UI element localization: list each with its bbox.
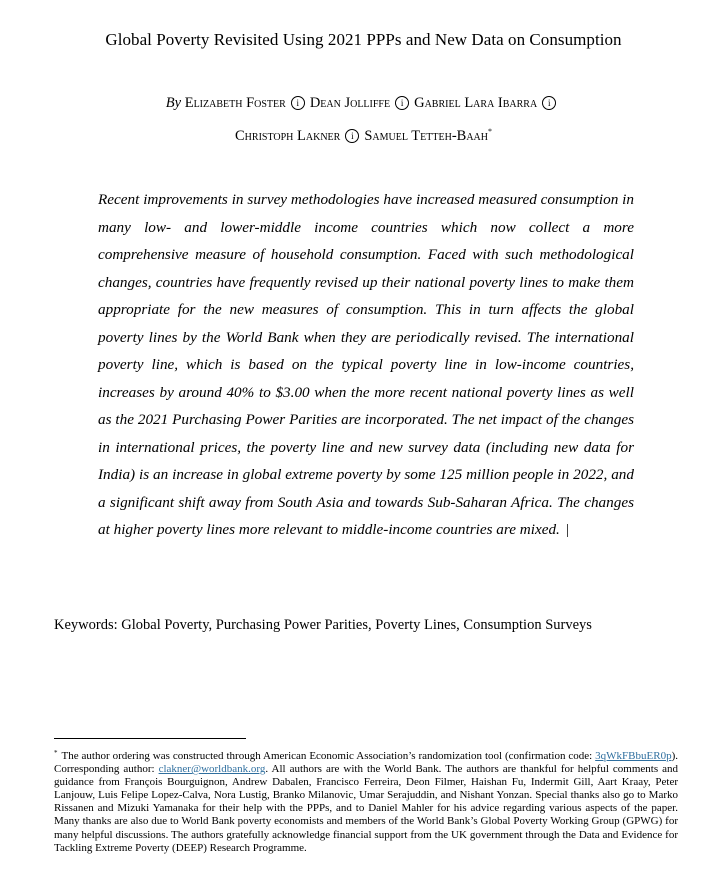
footnote-text: The author ordering was constructed through American Economic Association’s randomization tool (confirmation code: [61, 750, 596, 762]
author-name: Christoph Lakner [235, 128, 341, 144]
abstract-text: Recent improvements in survey methodologies have increased measured consumption in many low- and lower-middle income countries which now collect a more comprehensive measure of household consumption. Faced with such methodological changes, countries have frequently revised up their national poverty lines to make them appropriate for the new measures of consumption. This in turn affects the global poverty lines by the World Bank when they are periodically revised. The international poverty line, which is based on the typical poverty line in low-income countries, increases by around 40% to $3.00 when the more recent national poverty lines as well as the 2021 Purchasing Power Parities are incorporated. The net impact of the changes in international prices, the poverty line and new survey data (including new data for India) is an increase in global extreme poverty by some 125 million people in 2022, and a significant shift away from South Asia and towards Sub-Saharan Africa. The changes at higher poverty lines more relevant to middle-income countries are mixed. [98, 191, 634, 538]
paper-title: Global Poverty Revisited Using 2021 PPPs and New Data on Consumption [105, 30, 622, 49]
footnote-text: ). Corresponding author: [54, 750, 678, 776]
by-label: By [165, 95, 182, 111]
footnote-marker: * [488, 127, 492, 136]
author-line-1 [0, 95, 727, 112]
text-cursor: | [565, 521, 569, 538]
footnote [54, 747, 678, 855]
footnote-mark: * [54, 749, 58, 757]
orcid-icon[interactable]: i [395, 96, 409, 110]
author-name: Gabriel Lara Ibarra [414, 95, 538, 111]
author-name: Dean Jolliffe [309, 95, 391, 111]
author-line-2 [0, 127, 727, 145]
orcid-icon[interactable]: i [345, 129, 359, 143]
email-link[interactable]: clakner@worldbank.org [158, 763, 266, 776]
keywords: Keywords: Global Poverty, Purchasing Power Parities, Poverty Lines, Consumption Surveys [54, 617, 592, 633]
author-name: Samuel Tetteh-Baah [364, 128, 488, 144]
author-name: Elizabeth Foster [184, 95, 286, 111]
footnote-text: . All authors are with the World Bank. The authors are thankful for helpful comments and guidance from François Bourguignon, Andrew Dabalen, Francisco Ferreira, Deon Filmer, Haishan Fu, Indermit Gill, Aart Kraay, Peter Lanjouw, Luis Felipe Lopez-Calva, Nora Lustig, Branko Milanovic, Umar Serajuddin, and Nishant Yonzan. Special thanks also go to Marko Rissanen and Mizuki Yamanaka for their help with the PPPs, and to Daniel Mahler for his advice regarding various aspects of the paper. Many thanks are also due to World Bank poverty economists and members of the World Bank’s Global Poverty Working Group (GPWG) for many helpful discussions. The authors gratefully acknowledge financial support from the UK government through the Data and Evidence for Tackling Extreme Poverty (DEEP) Research Programme. [54, 763, 678, 854]
confirmation-code-link[interactable]: 3qWkFBbuER0p [595, 750, 672, 762]
orcid-icon[interactable]: i [291, 96, 305, 110]
abstract [98, 186, 634, 544]
footnote-divider [54, 738, 246, 739]
orcid-icon[interactable]: i [542, 96, 556, 110]
